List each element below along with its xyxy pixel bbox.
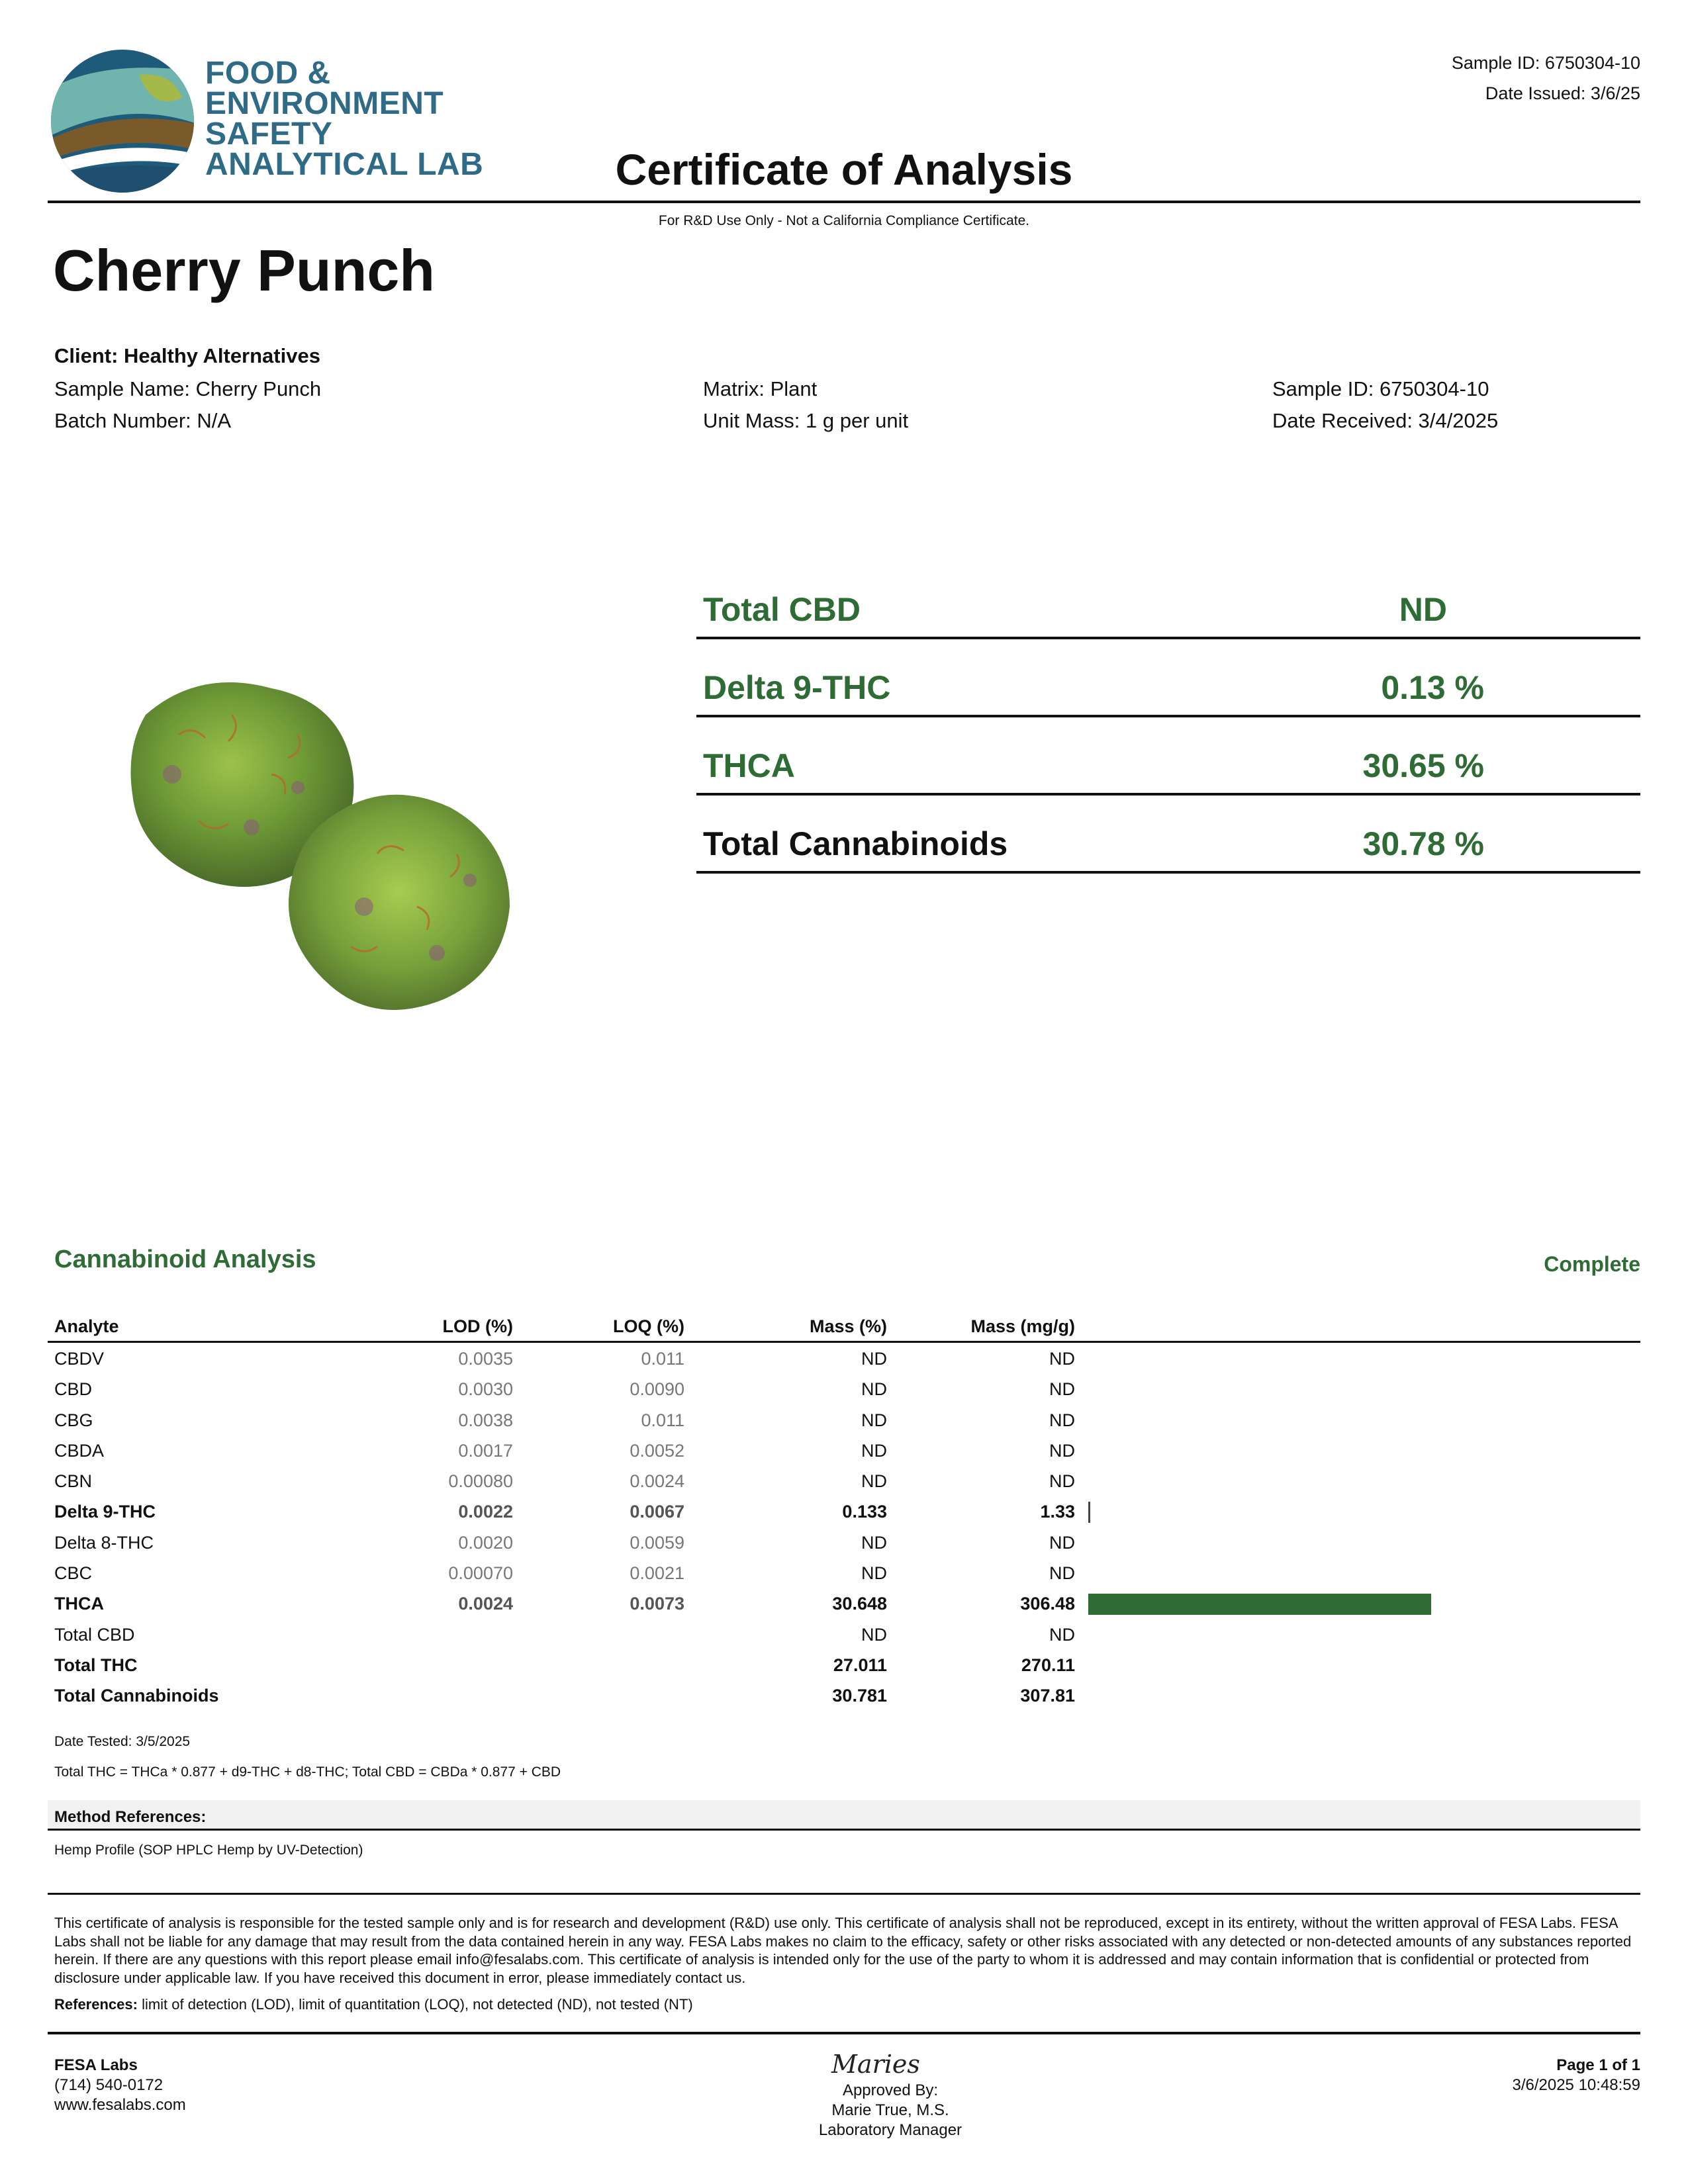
status-badge: Complete bbox=[1544, 1252, 1640, 1276]
footer-lab-info bbox=[54, 2056, 186, 2115]
cell-loq: 0.011 bbox=[641, 1410, 684, 1430]
cell-lod: 0.0035 bbox=[458, 1349, 513, 1369]
batch-number: Batch Number: N/A bbox=[54, 409, 232, 432]
cell-lod: 0.0024 bbox=[458, 1594, 513, 1614]
summary-label: Total Cannabinoids bbox=[703, 825, 1008, 862]
cell-lod: 0.0020 bbox=[458, 1532, 513, 1553]
table-row bbox=[48, 1527, 1640, 1558]
analysis-table-body bbox=[48, 1343, 1640, 1711]
table-row bbox=[48, 1588, 1640, 1619]
unit-mass: Unit Mass: 1 g per unit bbox=[703, 409, 909, 432]
summary-row-thca bbox=[696, 717, 1640, 796]
cell-mass-pct: ND bbox=[861, 1624, 887, 1645]
cell-loq: 0.0067 bbox=[630, 1502, 684, 1522]
summary-value: ND bbox=[1399, 591, 1447, 628]
method-reference: Hemp Profile (SOP HPLC Hemp by UV-Detection) bbox=[54, 1843, 363, 1858]
footer-approval bbox=[728, 2048, 1053, 2140]
cell-mass-pct: ND bbox=[861, 1410, 887, 1430]
disclaimer-text: This certificate of analysis is responsible for the tested sample only and is for research and development (R&D) use only. This certificate of analysis shall not be reproduced, except in its entirety, without the written approval of FESA Labs. FESA Labs shall not be liable for any damage that may result from the data contained herein in any way. FESA Labs makes no claim to the efficacy, safety or other risks associated with any detected or non-detected amounts of any substances reported herein. If there are any questions with this report please email info@fesalabs.com. This certificate of analysis is intended only for the use of the party to whom it is addressed and may contain information that is confidential or protected from disclosure under applicable law. If you have received this document in error, please immediately contact us. bbox=[54, 1915, 1632, 1986]
cell-loq: 0.0024 bbox=[630, 1471, 684, 1492]
header-sample-id: Sample ID: 6750304-10 bbox=[1451, 53, 1640, 73]
cell-lod: 0.0038 bbox=[458, 1410, 513, 1430]
summary-value: 0.13 % bbox=[1381, 669, 1484, 706]
cell-loq: 0.011 bbox=[641, 1349, 684, 1369]
cell-analyte: CBDV bbox=[54, 1349, 105, 1369]
cell-lod: 0.00080 bbox=[448, 1471, 513, 1492]
summary-value: 30.78 % bbox=[1362, 825, 1484, 862]
cell-mass-pct: 27.011 bbox=[833, 1655, 887, 1675]
table-row bbox=[48, 1650, 1640, 1680]
cell-analyte: Delta 9-THC bbox=[54, 1502, 156, 1522]
references-text: limit of detection (LOD), limit of quantitation (LOQ), not detected (ND), not tested (NT) bbox=[137, 1996, 693, 2013]
cell-loq: 0.0059 bbox=[630, 1532, 684, 1553]
cell-loq: 0.0073 bbox=[630, 1594, 684, 1614]
cell-mass-pct: 30.648 bbox=[832, 1594, 887, 1614]
header-rule bbox=[48, 201, 1640, 203]
sample-title: Cherry Punch bbox=[53, 238, 436, 303]
method-references-heading: Method References: bbox=[48, 1800, 1640, 1831]
table-row bbox=[48, 1435, 1640, 1466]
document-title: Certificate of Analysis bbox=[615, 145, 1073, 194]
footer-phone: (714) 540-0172 bbox=[54, 2076, 164, 2094]
section-title: Cannabinoid Analysis bbox=[54, 1246, 316, 1273]
date-received: Date Received: 3/4/2025 bbox=[1272, 409, 1499, 432]
references-line bbox=[54, 1996, 693, 2013]
summary-row-delta9-thc bbox=[696, 639, 1640, 717]
table-row bbox=[48, 1374, 1640, 1404]
cell-mass-mg: ND bbox=[1049, 1410, 1075, 1430]
cell-mass-mg: ND bbox=[1049, 1532, 1075, 1553]
sample-id: Sample ID: 6750304-10 bbox=[1272, 377, 1489, 400]
table-header bbox=[48, 1314, 1640, 1343]
signature bbox=[827, 2048, 953, 2081]
rd-use-note: For R&D Use Only - Not a California Compliance Certificate. bbox=[658, 213, 1030, 228]
cell-mass-pct: ND bbox=[861, 1379, 887, 1400]
summary-label: THCA bbox=[703, 747, 795, 784]
approver-name: Marie True, M.S. bbox=[831, 2101, 949, 2119]
cell-mass-mg: ND bbox=[1049, 1563, 1075, 1584]
footer-lab-name: FESA Labs bbox=[54, 2056, 138, 2074]
cell-mass-mg: 307.81 bbox=[1020, 1686, 1075, 1706]
cell-mass-mg: ND bbox=[1049, 1379, 1075, 1400]
logo-line: FOOD & bbox=[205, 56, 331, 91]
table-row bbox=[48, 1680, 1640, 1711]
mass-bar bbox=[1088, 1594, 1431, 1615]
signature-text: Maries bbox=[831, 2050, 920, 2079]
logo-line: ENVIRONMENT bbox=[205, 86, 444, 121]
cell-mass-mg: ND bbox=[1049, 1624, 1075, 1645]
cell-mass-mg: 1.33 bbox=[1040, 1502, 1075, 1522]
cell-analyte: CBC bbox=[54, 1563, 93, 1584]
cell-mass-mg: 270.11 bbox=[1021, 1655, 1075, 1675]
cell-mass-pct: 0.133 bbox=[842, 1502, 887, 1522]
cell-analyte: CBDA bbox=[54, 1440, 105, 1461]
cell-analyte: Delta 8-THC bbox=[54, 1532, 154, 1553]
summary-value: 30.65 % bbox=[1362, 747, 1484, 784]
footer-page-info bbox=[1512, 2056, 1640, 2095]
col-mass-pct: Mass (%) bbox=[809, 1316, 887, 1336]
cell-lod: 0.0017 bbox=[458, 1440, 513, 1461]
cell-analyte: CBN bbox=[54, 1471, 93, 1492]
cell-mass-pct: ND bbox=[861, 1471, 887, 1492]
total-formula: Total THC = THCa * 0.877 + d9-THC + d8-THC; Total CBD = CBDa * 0.877 + CBD bbox=[54, 1764, 561, 1780]
col-mass-mg: Mass (mg/g) bbox=[970, 1316, 1075, 1336]
approver-title: Laboratory Manager bbox=[818, 2121, 962, 2139]
disclaimer-rule bbox=[48, 1893, 1640, 1895]
cell-analyte: Total CBD bbox=[54, 1624, 135, 1645]
table-row bbox=[48, 1496, 1640, 1527]
logo-line: ANALYTICAL LAB bbox=[205, 147, 484, 182]
summary-label: Delta 9-THC bbox=[703, 669, 891, 706]
cell-analyte: THCA bbox=[54, 1594, 104, 1614]
cell-analyte: Total THC bbox=[54, 1655, 138, 1675]
cell-mass-pct: ND bbox=[861, 1440, 887, 1461]
cell-loq: 0.0021 bbox=[630, 1563, 684, 1584]
approved-by-label: Approved By: bbox=[842, 2081, 939, 2099]
col-analyte: Analyte bbox=[54, 1316, 119, 1336]
product-photo bbox=[99, 655, 563, 1052]
table-row bbox=[48, 1466, 1640, 1496]
cell-analyte: CBG bbox=[54, 1410, 93, 1430]
cell-analyte: CBD bbox=[54, 1379, 93, 1400]
cell-mass-mg: ND bbox=[1049, 1471, 1075, 1492]
cell-mass-mg: ND bbox=[1049, 1349, 1075, 1369]
cell-mass-mg: 306.48 bbox=[1020, 1594, 1075, 1614]
col-lod: LOD (%) bbox=[442, 1316, 513, 1336]
sample-name: Sample Name: Cherry Punch bbox=[54, 377, 322, 400]
col-loq: LOQ (%) bbox=[613, 1316, 684, 1336]
footer-website[interactable]: www.fesalabs.com bbox=[54, 2096, 186, 2114]
date-tested: Date Tested: 3/5/2025 bbox=[54, 1734, 191, 1749]
cell-mass-pct: 30.781 bbox=[832, 1686, 887, 1706]
report-timestamp: 3/6/2025 10:48:59 bbox=[1512, 2076, 1640, 2094]
cell-mass-pct: ND bbox=[861, 1349, 887, 1369]
page-number: Page 1 of 1 bbox=[1556, 2056, 1640, 2074]
cell-loq: 0.0052 bbox=[630, 1440, 684, 1461]
table-row bbox=[48, 1405, 1640, 1435]
summary-row-total-cbd bbox=[696, 561, 1640, 639]
cell-mass-mg: ND bbox=[1049, 1440, 1075, 1461]
mass-bar bbox=[1088, 1502, 1090, 1523]
table-row bbox=[48, 1558, 1640, 1588]
table-row bbox=[48, 1619, 1640, 1650]
cell-mass-pct: ND bbox=[861, 1563, 887, 1584]
summary-row-total-cannabinoids bbox=[696, 796, 1640, 874]
cell-mass-pct: ND bbox=[861, 1532, 887, 1553]
references-label: References: bbox=[54, 1996, 138, 2013]
cell-lod: 0.0022 bbox=[458, 1502, 513, 1522]
header-date-issued: Date Issued: 3/6/25 bbox=[1485, 83, 1640, 103]
footer-rule bbox=[48, 2032, 1640, 2034]
matrix: Matrix: Plant bbox=[703, 377, 818, 400]
cell-loq: 0.0090 bbox=[630, 1379, 684, 1400]
logo-line: SAFETY bbox=[205, 116, 333, 152]
cell-lod: 0.0030 bbox=[458, 1379, 513, 1400]
cell-analyte: Total Cannabinoids bbox=[54, 1686, 219, 1706]
table-row bbox=[48, 1343, 1640, 1374]
cell-lod: 0.00070 bbox=[448, 1563, 513, 1584]
client-name: Client: Healthy Alternatives bbox=[54, 344, 320, 367]
summary-label: Total CBD bbox=[703, 591, 861, 628]
